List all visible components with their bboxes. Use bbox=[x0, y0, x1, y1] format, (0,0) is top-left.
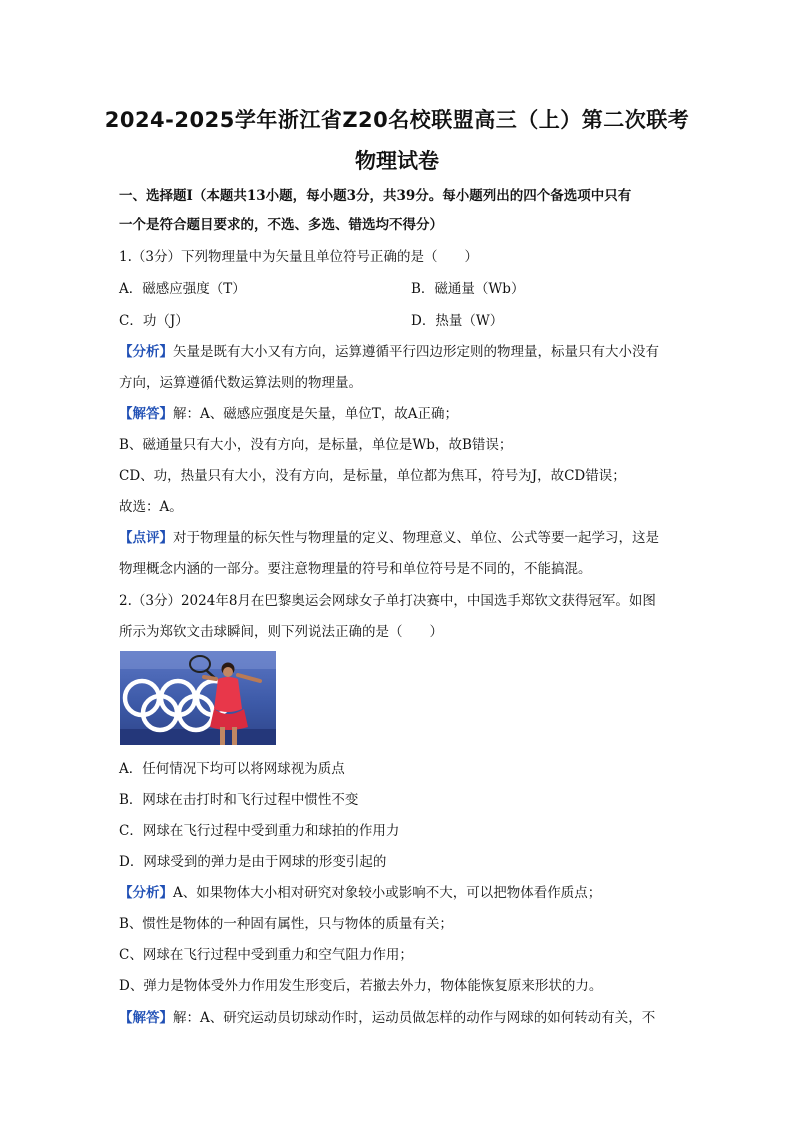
answer-tag: 【解答】 bbox=[119, 406, 173, 422]
section-heading: 一、选择题Ⅰ（本题共13小题，每小题3分，共39分。每小题列出的四个备选项中只有 bbox=[119, 188, 632, 204]
q1-comment-cont: 物理概念内涵的一部分。要注意物理量的符号和单位符号是不同的，不能搞混。 bbox=[119, 561, 592, 577]
q1-analysis-cont: 方向，运算遵循代数运算法则的物理量。 bbox=[119, 375, 362, 391]
q2-analysis bbox=[119, 883, 601, 903]
exam-subtitle: 物理试卷 bbox=[355, 149, 439, 173]
q1-answer-choice: 故选：A。 bbox=[119, 499, 183, 515]
q1-answer-b: B、磁通量只有大小，没有方向，是标量，单位是Wb，故B错误； bbox=[119, 437, 513, 453]
q2-analysis-c: C、网球在飞行过程中受到重力和空气阻力作用； bbox=[119, 947, 413, 963]
q1-analysis bbox=[119, 342, 659, 362]
q2-answer-text: 解：A、研究运动员切球动作时，运动员做怎样的动作与网球的如何转动有关，不 bbox=[173, 1010, 656, 1026]
comment-tag: 【点评】 bbox=[119, 530, 173, 546]
section-heading-cont: 一个是符合题目要求的，不选、多选、错选均不得分） bbox=[119, 217, 443, 233]
q1-option-b: B．磁通量（Wb） bbox=[411, 281, 525, 297]
q1-stem: 1.（3分）下列物理量中为矢量且单位符号正确的是（ ） bbox=[119, 249, 478, 265]
q1-option-a: A．磁感应强度（T） bbox=[119, 281, 246, 297]
q2-option-b: B．网球在击打时和飞行过程中惯性不变 bbox=[119, 792, 359, 808]
tennis-player-photo bbox=[120, 651, 276, 745]
q2-analysis-text: A、如果物体大小相对研究对象较小或影响不大，可以把物体看作质点； bbox=[173, 885, 602, 901]
q1-comment-text: 对于物理量的标矢性与物理量的定义、物理意义、单位、公式等要一起学习，这是 bbox=[173, 530, 659, 546]
q1-answer-cd: CD、功，热量只有大小，没有方向，是标量，单位都为焦耳，符号为J，故CD错误； bbox=[119, 468, 626, 484]
q2-analysis-b: B、惯性是物体的一种固有属性，只与物体的质量有关； bbox=[119, 916, 453, 932]
q2-option-d: D．网球受到的弹力是由于网球的形变引起的 bbox=[119, 854, 387, 870]
q1-comment bbox=[119, 528, 659, 548]
q2-option-a: A．任何情况下均可以将网球视为质点 bbox=[119, 761, 345, 777]
q2-analysis-d: D、弹力是物体受外力作用发生形变后，若撤去外力，物体能恢复原来形状的力。 bbox=[119, 978, 603, 994]
analysis-tag: 【分析】 bbox=[119, 344, 173, 360]
analysis-tag: 【分析】 bbox=[119, 885, 173, 901]
q1-answer-text: 解：A、磁感应强度是矢量，单位T，故A正确； bbox=[173, 406, 459, 422]
q1-option-d: D．热量（W） bbox=[411, 313, 504, 329]
q2-answer bbox=[119, 1008, 655, 1028]
q1-option-c: C．功（J） bbox=[119, 313, 189, 329]
q2-option-c: C．网球在飞行过程中受到重力和球拍的作用力 bbox=[119, 823, 400, 839]
q1-analysis-text: 矢量是既有大小又有方向，运算遵循平行四边形定则的物理量，标量只有大小没有 bbox=[173, 344, 659, 360]
q1-answer bbox=[119, 404, 458, 424]
q2-stem-cont: 所示为郑钦文击球瞬间，则下列说法正确的是（ ） bbox=[119, 624, 443, 640]
exam-title: 2024-2025学年浙江省Z20名校联盟高三（上）第二次联考 bbox=[104, 108, 690, 132]
answer-tag: 【解答】 bbox=[119, 1010, 173, 1026]
q2-stem: 2.（3分）2024年8月在巴黎奥运会网球女子单打决赛中，中国选手郑钦文获得冠军。如图 bbox=[119, 593, 656, 609]
